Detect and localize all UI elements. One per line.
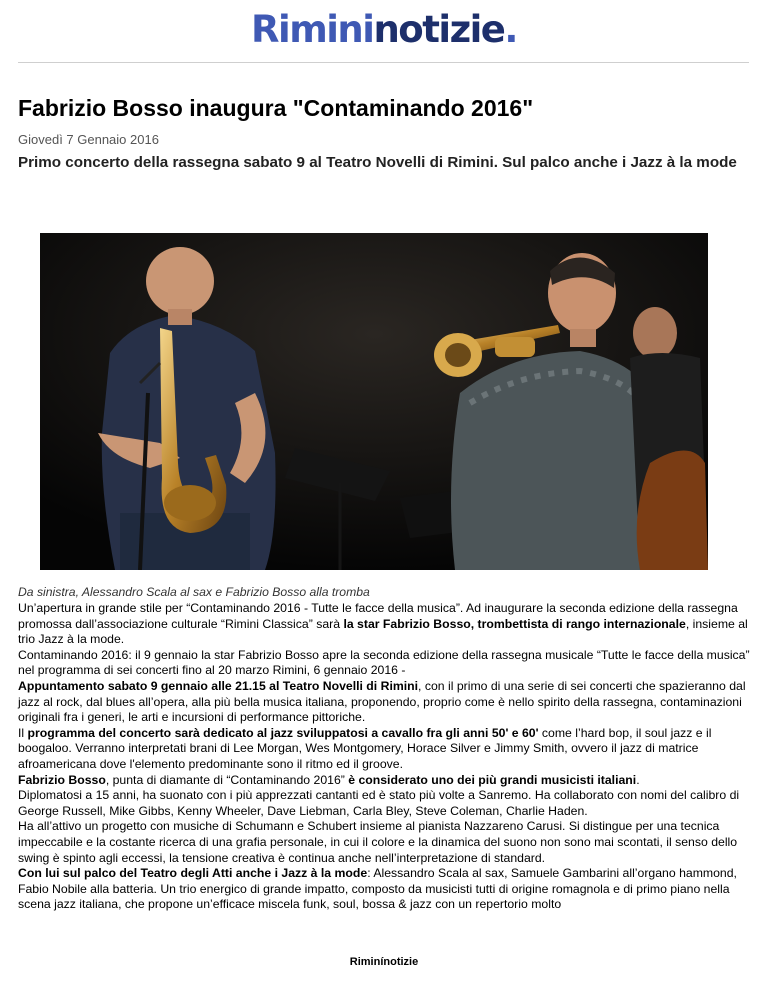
bold-span: è considerato uno dei più grandi musicisti italiani xyxy=(348,772,637,787)
text-span: Un’apertura in grande stile per “Contaminando 2016 - Tutte le facce della musica”. Ad inaugurare la seconda edizione della rassegna promossa dall’associazione culturale “Rimini Classica” sarà xyxy=(18,601,738,631)
site-header xyxy=(0,0,768,63)
paragraph xyxy=(18,866,751,913)
text-span: , insieme al trio Jazz à la mode. xyxy=(18,616,748,647)
bold-span: la star Fabrizio Bosso, trombettista di rango internazionale xyxy=(343,616,686,631)
text-span: : Alessandro Scala al sax, Samuele Gambarini all’organo hammond, Fabio Nobile alla batteria. Un trio energico di grande impatto, composto da musicisti tutti di origine romagnola e di primo piano nella scena jazz italiana, che propone un’efficace miscela funk, soul, bossa & jazz con un repertorio molto xyxy=(18,866,737,912)
bold-span: Appuntamento sabato 9 gennaio alle 21.15 al Teatro Novelli di Rimini xyxy=(18,678,419,693)
text-span: . xyxy=(636,772,640,787)
paragraph: Contaminando 2016: il 9 gennaio la star Fabrizio Bosso apre la seconda edizione della rassegna musicale “Tutte le facce della musica” nel programma di sei concerti fino al 20 marzo Rimini, 6 gennaio 2016 - xyxy=(18,647,750,678)
article-body xyxy=(18,601,751,913)
paragraph xyxy=(18,601,751,648)
photo-caption: Da sinistra, Alessandro Scala al sax e Fabrizio Bosso alla tromba xyxy=(18,585,370,599)
paragraph: Ha all’attivo un progetto con musiche di Schumann e Schubert insieme al pianista Nazzareno Carusi. Si distingue per una tecnica impeccabile e la costante ricerca di una grafia personale, in cui il colore e la dinamica del suono non sono mai scontati, il senso dello swing è spinto agli eccessi, la tensione creativa è continua anche nell’interpretazione di standard. xyxy=(18,819,738,865)
paragraph xyxy=(18,726,751,773)
article-subtitle: Primo concerto della rassegna sabato 9 al Teatro Novelli di Rimini. Sul palco anche i Jazz à la mode xyxy=(18,154,737,171)
article-title: Fabrizio Bosso inaugura "Contaminando 2016" xyxy=(18,95,534,121)
text-span: , punta di diamante di “Contaminando 2016” xyxy=(105,772,349,787)
bold-span: programma del concerto sarà dedicato al jazz sviluppatosi a cavallo fra gli anni 50' e 60' xyxy=(27,725,539,740)
text-span: , con il primo di una serie di sei concerti che spazieranno dal jazz al rock, dal blues all’opera, alla più bella musica italiana, proponendo, proprio come è nello spirito della rassegna, contaminazioni originali fra i generi, le arti e incursioni di performance pittoriche. xyxy=(18,678,746,725)
header-divider xyxy=(18,62,749,63)
concert-photo xyxy=(40,233,708,570)
bold-span: Con lui sul palco del Teatro degli Atti anche i Jazz à la mode xyxy=(18,866,368,881)
paragraph: Diplomatosi a 15 anni, ha suonato con i più apprezzati cantanti ed è stato più volte a Sanremo. Ha collaborato con nomi del calibro di George Russell, Mike Gibbs, Kenny Wheeler, Dave Liebman, Carla Bley, Steve Coleman, Charlie Haden. xyxy=(18,788,740,818)
text-span: Il xyxy=(18,725,28,740)
site-logo[interactable] xyxy=(0,6,768,54)
logo-part-1: Rimini xyxy=(251,8,374,51)
paragraph xyxy=(18,773,751,789)
bold-span: Fabrizio Bosso xyxy=(18,772,106,787)
page-footer: Riminínotizie xyxy=(349,956,419,968)
article-date: Giovedì 7 Gennaio 2016 xyxy=(18,132,159,147)
logo-dot: . xyxy=(504,8,517,51)
text-span: come l’hard bop, il soul jazz e il boogaloo. Verranno interpretati brani di Lee Morgan, Wes Montgomery, Horace Silver e Jimmy Smith, ovvero il jazz di matrice afroamericana dove l'elemento predominante sono il ritmo ed il groove. xyxy=(18,725,712,771)
logo-part-2: notizie xyxy=(373,8,505,51)
paragraph xyxy=(18,679,751,726)
